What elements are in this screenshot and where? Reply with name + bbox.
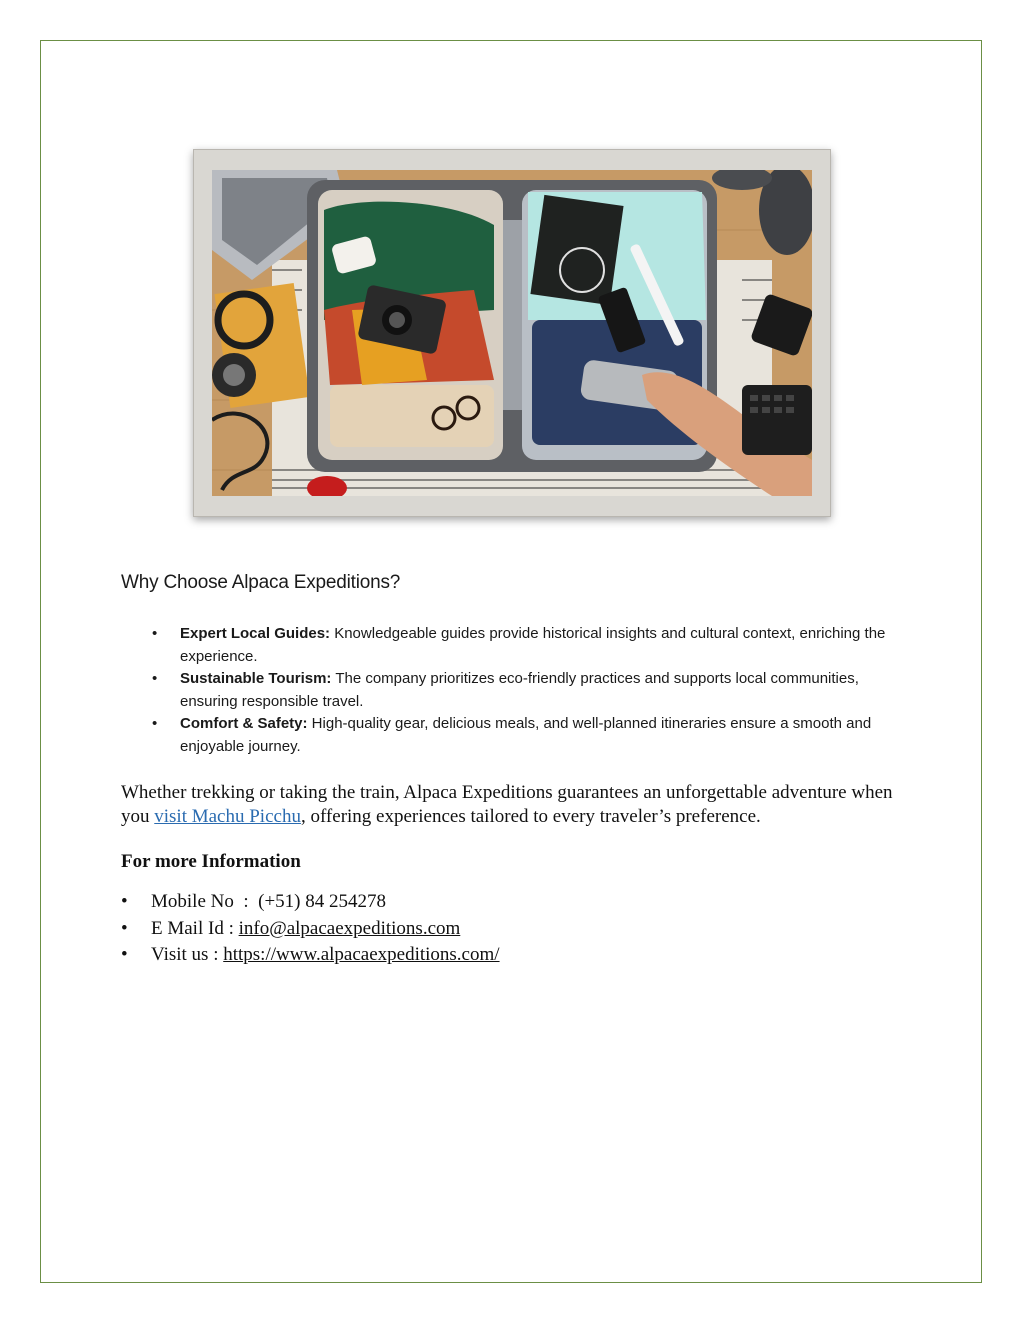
mobile-value: (+51) 84 254278 — [258, 891, 387, 912]
email-link[interactable]: info@alpacaexpeditions.com — [238, 917, 461, 939]
bullet-icon: • — [121, 917, 128, 939]
list-item — [150, 713, 890, 758]
bullet-icon: • — [152, 625, 158, 642]
mobile-label: Mobile No : — [151, 891, 259, 912]
packed-suitcase-image — [212, 170, 812, 496]
visit-label: Visit us : — [151, 944, 224, 965]
email-label: E Mail Id : — [151, 917, 239, 939]
features-list — [150, 623, 890, 758]
contact-list — [121, 889, 500, 969]
visit-machu-picchu-link[interactable]: visit Machu Picchu — [154, 806, 301, 827]
bullet-icon: • — [152, 715, 158, 732]
feature-label: Sustainable Tourism: — [180, 670, 332, 687]
list-item — [150, 623, 890, 668]
contact-email — [121, 916, 500, 943]
section-title: Why Choose Alpaca Expeditions? — [121, 572, 401, 593]
summary-paragraph — [121, 781, 911, 829]
feature-text: Knowledgeable guides provide historical insights and cultural context, enriching the experience. — [180, 625, 886, 665]
feature-label: Expert Local Guides: — [180, 625, 331, 642]
suitcase-photo-frame — [193, 149, 831, 517]
contact-mobile — [121, 889, 500, 916]
website-link[interactable]: https://www.alpacaexpeditions.com/ — [223, 944, 500, 965]
feature-label: Comfort & Safety: — [180, 715, 308, 732]
paragraph-text-after: , offering experiences tailored to every traveler’s preference. — [300, 806, 761, 827]
list-item — [150, 668, 890, 713]
bullet-icon: • — [121, 944, 128, 965]
feature-text: The company prioritizes eco-friendly practices and supports local communities, ensuring responsible travel. — [180, 670, 859, 710]
feature-text: High-quality gear, delicious meals, and well-planned itineraries ensure a smooth and enjoyable journey. — [180, 715, 872, 755]
bullet-icon: • — [121, 891, 128, 912]
info-title: For more Information — [121, 851, 301, 872]
paragraph-text-before: Whether trekking or taking the train, Alpaca Expeditions guarantees an unforgettable adventure when you — [121, 782, 893, 827]
bullet-icon: • — [152, 670, 158, 687]
contact-website — [121, 942, 500, 969]
